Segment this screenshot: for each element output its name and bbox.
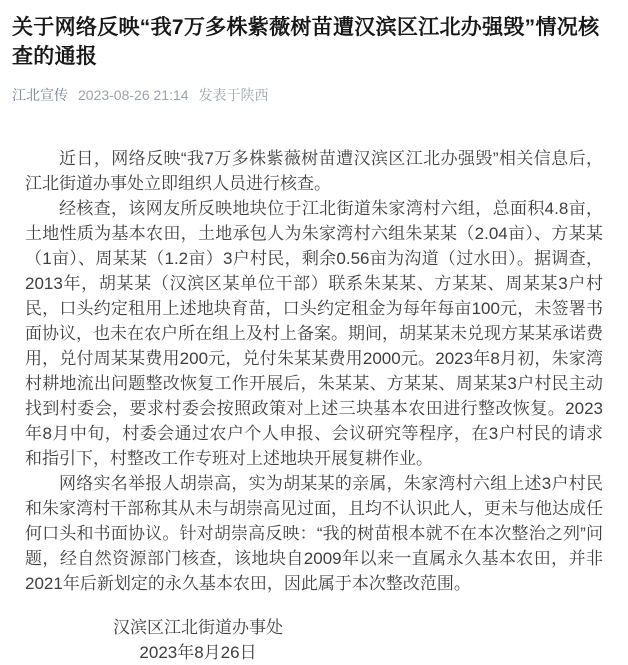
article-meta bbox=[12, 86, 616, 104]
publish-location: 发表于陕西 bbox=[198, 87, 269, 103]
paragraph-3: 网络实名举报人胡崇高，实为胡某某的亲属，朱家湾村六组上述3户村民和朱家湾村干部称其从未与胡崇高见过面，且均不认识此人，更未与他达成任何口头和书面协议。针对胡崇高反映：“我的树苗根本就不在本次整治之列”问题，经自然资源部门核查，该地块自2009年以来一直属永久基本农田，并非2021年后新划定的永久基本农田，因此属于本次整改范围。 bbox=[25, 474, 603, 593]
article-title: 关于网络反映“我7万多株紫薇树苗遭汉滨区江北办强毁”情况核查的通报 bbox=[12, 16, 600, 68]
article-body bbox=[25, 146, 603, 665]
account-name-link[interactable]: 江北宣传 bbox=[12, 87, 68, 103]
paragraph-1: 近日，网络反映“我7万多株紫薇树苗遭汉滨区江北办强毁”相关信息后，江北街道办事处立即组织人员进行核查。 bbox=[25, 149, 603, 193]
signature-date: 2023年8月26日 bbox=[139, 643, 257, 662]
paragraph-2: 经核查，该网友所反映地块位于江北街道朱家湾村六组，总面积4.8亩，土地性质为基本农田，土地承包人为朱家湾村六组朱某某（2.04亩）、方某某（1亩）、周某某（1.2亩）3户村民，剩余0.56亩为沟道（过水田）。据调查，2013年，胡某某（汉滨区某单位干部）联系朱某某、方某某、周某某3户村民，口头约定租用上述地块育苗，口头约定租金为每年每亩100元，未签署书面协议，也未在农户所在组上及村上备案。期间，胡某某未兑现方某某承诺费用，兑付周某某费用200元，兑付朱某某费用2000元。2023年8月初，朱家湾村耕地流出问题整改恢复工作开展后，朱某某、方某某、周某某3户村民主动找到村委会，要求村委会按照政策对上述三块基本农田进行整改恢复。2023年8月中旬，村委会通过农户个人申报、会议研究等程序，在3户村民的请求和指引下，村整改工作专班对上述地块开展复耕作业。 bbox=[25, 199, 603, 468]
publish-timestamp: 2023-08-26 21:14 bbox=[78, 87, 189, 103]
signature-org: 汉滨区江北街道办事处 bbox=[113, 618, 283, 637]
signature-block bbox=[113, 615, 283, 665]
